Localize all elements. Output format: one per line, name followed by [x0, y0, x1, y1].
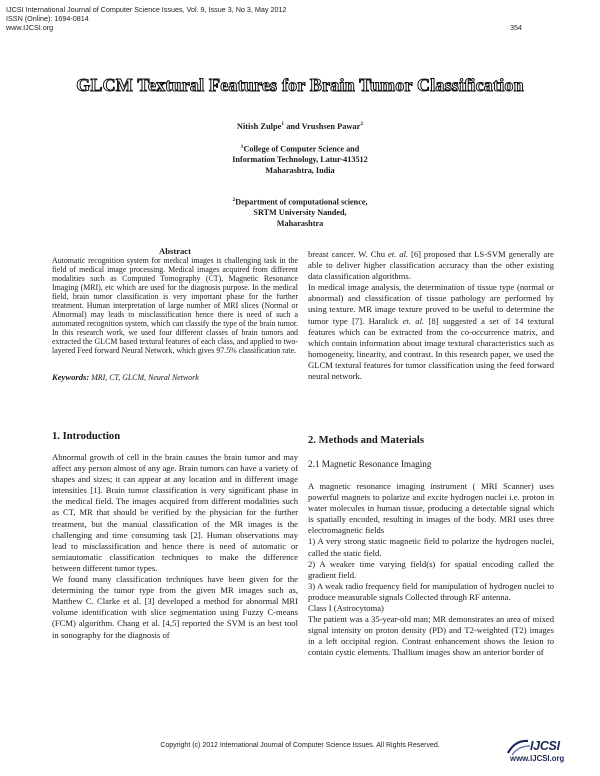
- aff-2-line-2: SRTM University Nanded,: [253, 208, 347, 218]
- author-1-sup: 1: [281, 121, 285, 127]
- mri-item-2: 2) A weaker time varying field(s) for spatial encoding called the gradient field.: [308, 558, 554, 580]
- mri-item-1: 1) A very strong static magnetic field to polarize the hydrogen nuclei, called the static field.: [308, 536, 554, 558]
- issn-line: ISSN (Online): 1694-0814: [6, 14, 89, 23]
- affiliation-1: [0, 142, 600, 177]
- section-2-body: [308, 481, 554, 659]
- author-and: and: [284, 121, 302, 131]
- ijcsi-logo: [506, 738, 584, 772]
- column-2-top: [308, 249, 557, 382]
- intro-para-2: We found many classification techniques have been given for the determining the tumor type from the given MR images such as, Matthew C. Clarke et al. [3] developed a method for abnormal MRI volume identification with slice segmentation using Fuzzy C-means (FCM) algorithm. Chang et al. [4,5] reported the SVM is an best tool in sonography for the diagnosis of: [52, 574, 298, 640]
- class-1-label: Class I (Astrocytoma): [308, 603, 384, 614]
- intro-para-1: Abnormal growth of cell in the brain causes the brain tumor and may affect any person almost of any age. Brain tumors can have a variety of shapes and sizes; it can appear at any location and in different image intensities [1]. Brain tumor classification is very significant phase in the medical field. The images acquired from different modalities such as CT, MR that should be verified by the physician for the further treatment, but the manual classification of the MR images is the challenging and time consuming task [2]. Human observations may lead to misclassification and hence there is need of automatic or semiautomatic classification techniques to make the difference between different tumor types.: [52, 452, 298, 573]
- aff-1-line-3: Maharashtra, India: [265, 165, 335, 175]
- logo-text: IJCSI: [530, 739, 560, 753]
- mri-para-2: The patient was a 35-year-old man; MR demonstrates an area of mixed signal intensity on proton density (PD) and T2-weighted (T2) images in a left occipital region. Contrast enhancement shows the lesion to contain cystic elements. Thallium images show an anterior border of: [308, 614, 554, 658]
- author-2-sup: 2: [360, 121, 364, 127]
- author-line: [0, 121, 600, 131]
- journal-line: IJCSI International Journal of Computer Science Issues, Vol. 9, Issue 3, No 3, May 2012: [6, 5, 287, 14]
- page-number: 354: [510, 23, 522, 32]
- copyright-footer: Copyright (c) 2012 International Journal of Computer Science Issues. All Rights Reserved.: [160, 742, 440, 749]
- aff-2-line-3: Maharashtra: [276, 218, 324, 228]
- aff-1-sup: 1: [240, 144, 244, 150]
- keywords-list: MRI, CT, GLCM, Neural Network: [89, 373, 199, 382]
- aff-2-sup: 2: [232, 197, 236, 203]
- aff-1-line-1: College of Computer Science and: [243, 144, 360, 154]
- journal-url[interactable]: www.IJCSI.org: [6, 23, 54, 32]
- section-1-body: [52, 452, 298, 641]
- abstract-text: Automatic recognition system for medical images is challenging task in the field of medical image processing. Medical images acquired from different modalities such as Computed Tomography (CT), Magnetic Resonance Imaging (MRI), etc which are used for the diagnosis purpose. In the medical field, brain tumor classification is very important phase for the further treatment. Human interpretation of large number of MRI slices (Normal or Abnormal) may leads to misclassification hence there is need of such a automated recognition system, which can classify the type of the brain tumor. In this research work, we used four different classes of brain tumors and extracted the GLCM based textural features of each class, and applied to two-layered Feed forward Neural Network, which gives 97.5% classification rate.: [52, 256, 298, 356]
- mri-para-1: A magnetic resonance imaging instrument ( MRI Scanner) uses powerful magnets to polarize and excite hydrogen nuclei i.e. proton in water molecules in human tissue, producing a detectable signal which is spatially encoded, resulting in images of the body. MRI uses three electromagnetic fields: [308, 481, 554, 536]
- col2-para-1: breast cancer. W. Chu et. al. [6] proposed that LS-SVM generally are able to deliver higher classification accuracy than the other existing data classification algorithms.: [308, 249, 557, 282]
- col2-para-2: In medical image analysis, the determination of tissue type (normal or abnormal) and classification of tissue pathology are performed by using texture. MR image texture proved to be useful to determine the tumor type [7]. Haralick et. al. [8] suggested a set of 14 textural features which can be extracted from the co-occurrence matrix, and which contain information about image textural characteristics such as homogeneity, linearity, and contrast. In this research paper, we used the GLCM textural features for tumor classification using the feed forward neural network.: [308, 282, 557, 382]
- abstract-heading: Abstract: [159, 246, 191, 256]
- logo-url[interactable]: www.IJCSI.org: [510, 754, 565, 763]
- mri-item-3: 3) A weak radio frequency field for manipulation of hydrogen nuclei to produce measurable signals Collected through RF antenna.: [308, 580, 554, 602]
- running-header: [6, 5, 286, 32]
- keywords-label: Keywords:: [52, 372, 90, 382]
- keywords: [52, 372, 298, 382]
- author-1: Nitish Zulpe: [236, 121, 282, 131]
- section-2-heading: 2. Methods and Materials: [308, 435, 424, 446]
- subsection-2-1-heading: 2.1 Magnetic Resonance Imaging: [308, 459, 432, 469]
- affiliation-2: [0, 195, 600, 230]
- paper-title: GLCM Textural Features for Brain Tumor Classification: [76, 75, 524, 95]
- author-2: Vrushsen Pawar: [301, 121, 361, 131]
- section-1-heading: 1. Introduction: [52, 431, 121, 442]
- aff-1-line-2: Information Technology, Latur-413512: [232, 155, 368, 165]
- aff-2-line-1: Department of computational science,: [235, 197, 368, 207]
